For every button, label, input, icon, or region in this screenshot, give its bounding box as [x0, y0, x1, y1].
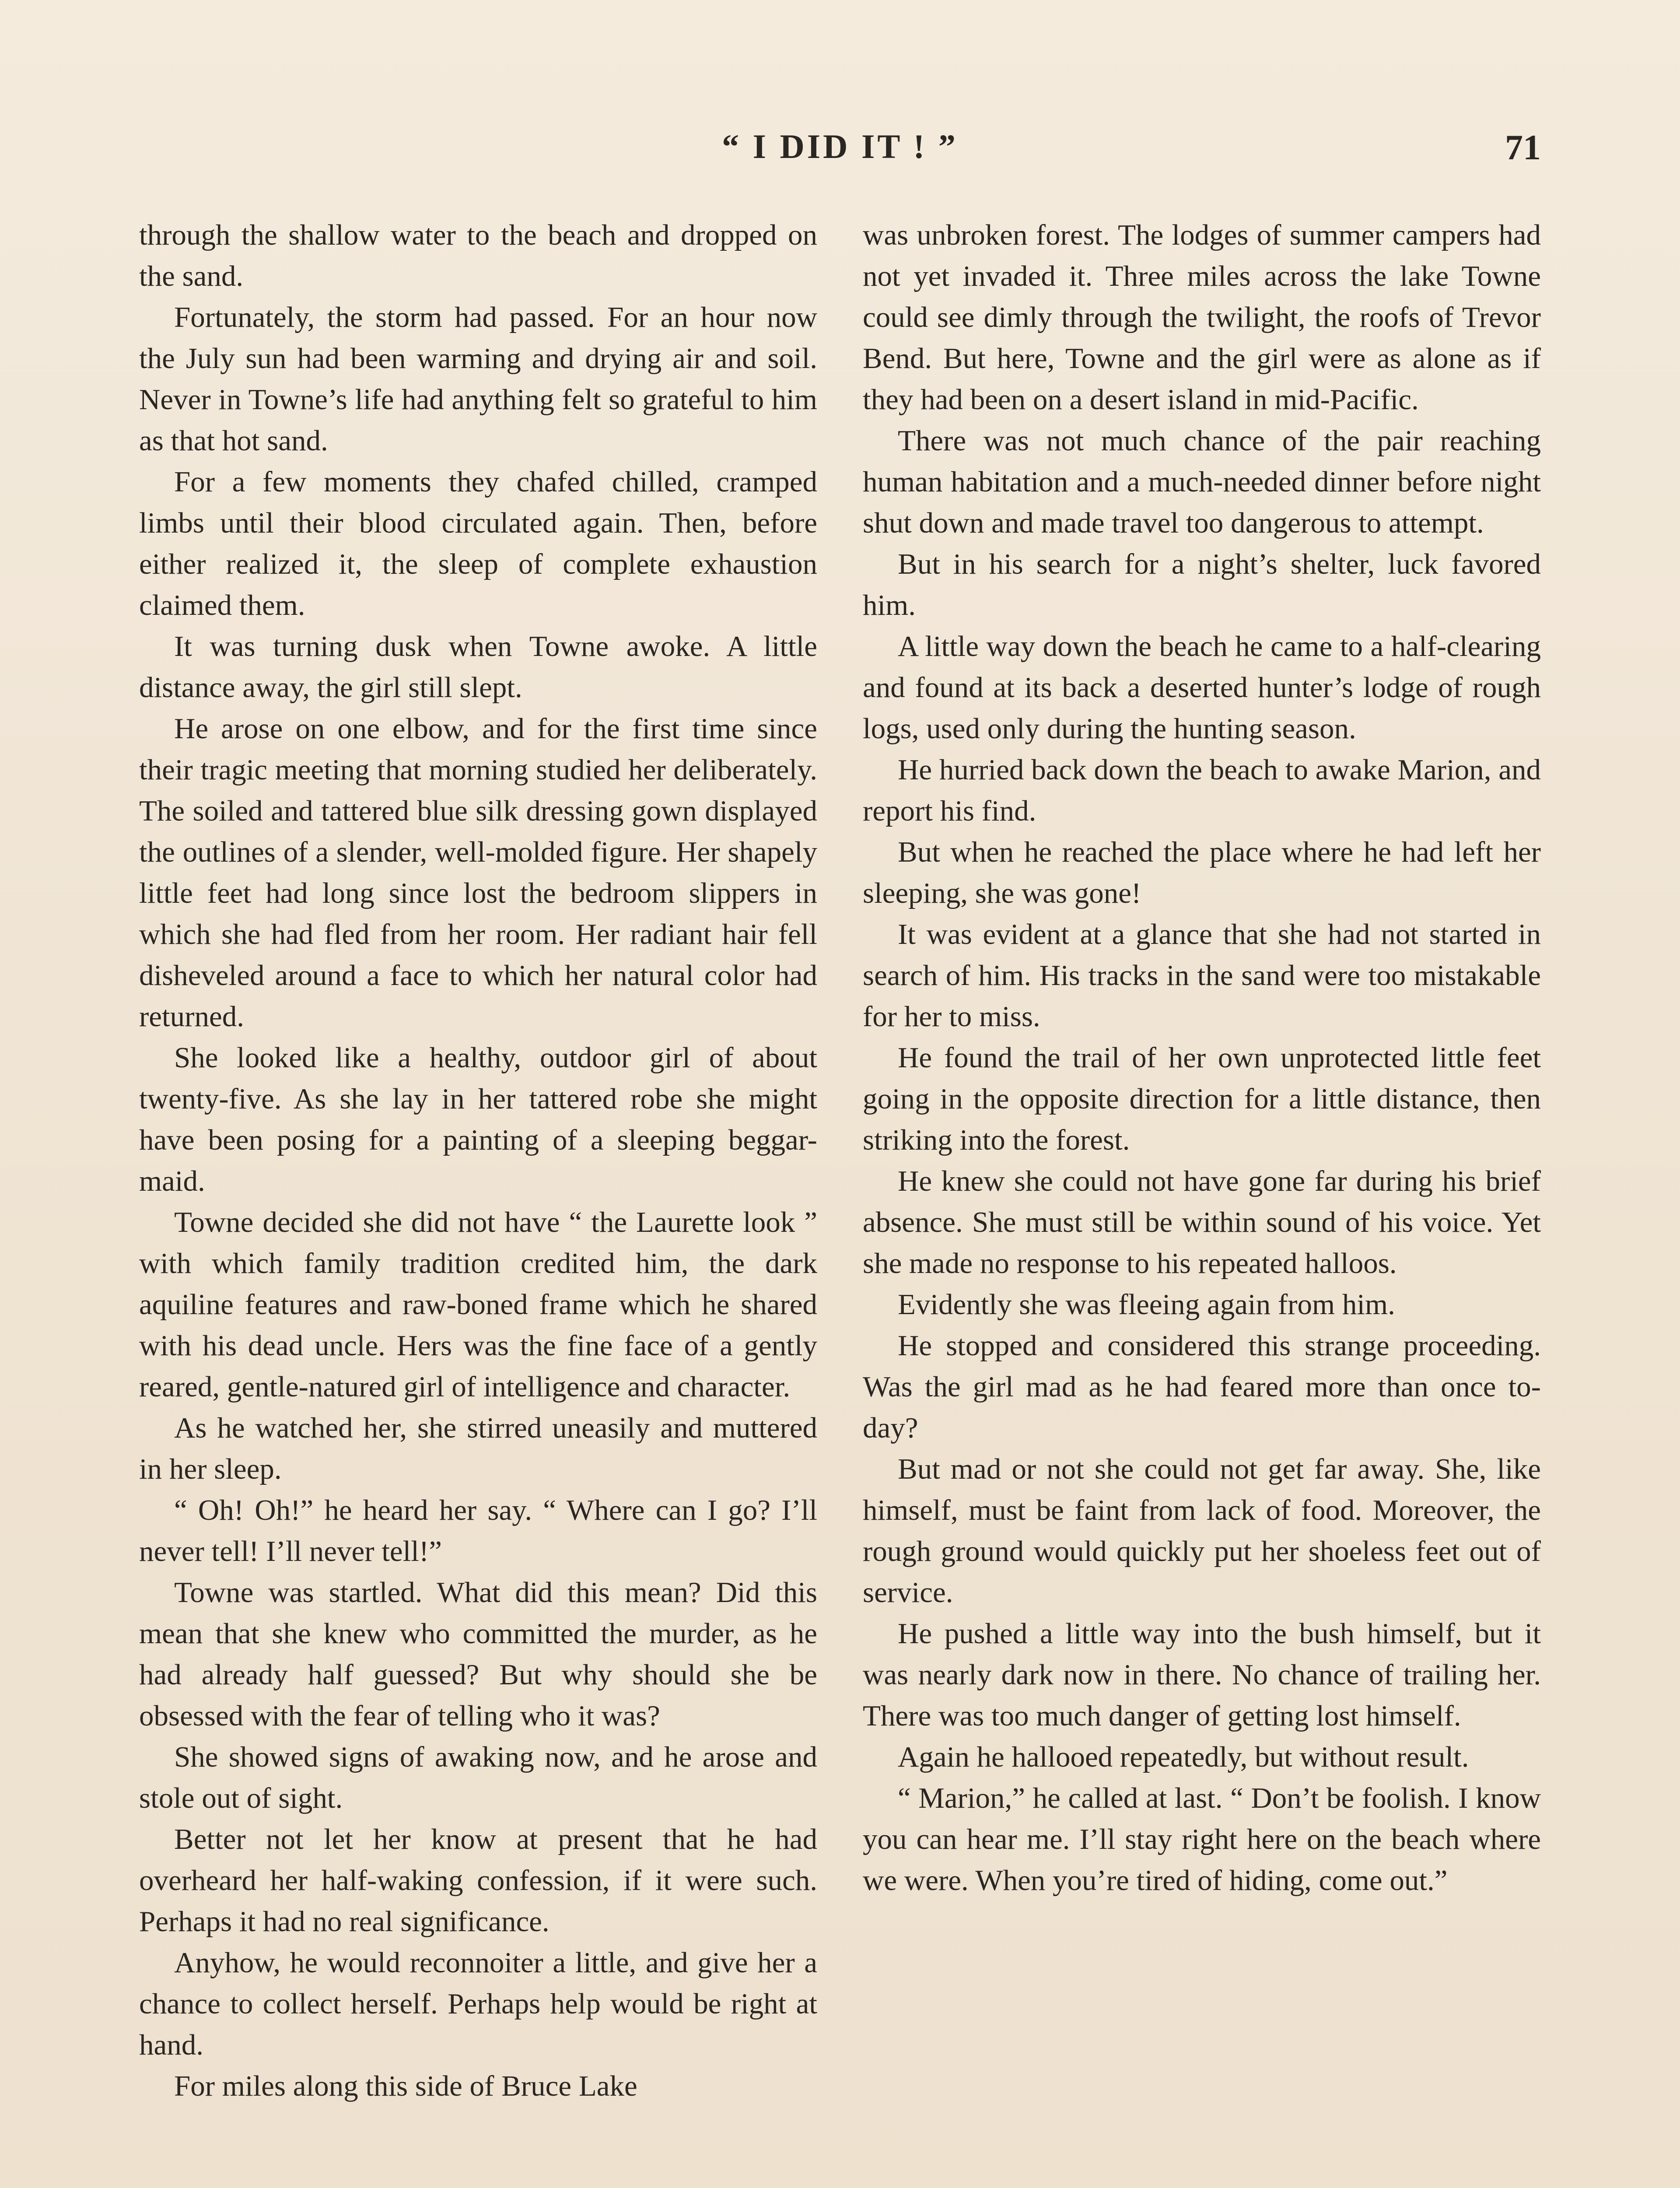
right-column [863, 214, 1541, 2188]
paragraph: Again he hallooed repeatedly, but without result. [898, 1741, 1469, 1773]
left-column [139, 214, 817, 2188]
paragraph: But mad or not she could not get far away. She, like himself, must be faint from lack of food. Moreover, the rough ground would quickly put her shoeless feet out of service. [863, 1453, 1541, 1609]
paragraph: But in his search for a night’s shelter, luck favored him. [863, 548, 1541, 621]
paragraph: Anyhow, he would reconnoiter a little, and give her a chance to collect herself. Perhaps help would be right at hand. [139, 1946, 817, 2061]
paragraph: “ Marion,” he called at last. “ Don’t be foolish. I know you can hear me. I’ll stay right here on the beach where we were. When you’re tired of hiding, come out.” [863, 1782, 1541, 1897]
paragraph: He stopped and considered this strange proceeding. Was the girl mad as he had feared more than once to-day? [863, 1329, 1541, 1444]
page-number: 71 [1505, 127, 1541, 167]
paragraph: Better not let her know at present that he had overheard her half-waking confession, if it were such. Perhaps it had no real significance. [139, 1823, 817, 1938]
paragraph: Towne was startled. What did this mean? Did this mean that she knew who committed the murder, as he had already half guessed? But why should she be obsessed with the fear of telling who it was? [139, 1576, 817, 1732]
paragraph: It was evident at a glance that she had not started in search of him. His tracks in the sand were too mistakable for her to miss. [863, 918, 1541, 1033]
paragraph: She showed signs of awaking now, and he arose and stole out of sight. [139, 1741, 817, 1814]
page-header [139, 127, 1541, 184]
paragraph: through the shallow water to the beach and dropped on the sand. [139, 219, 817, 292]
text-columns [139, 214, 1541, 2188]
paragraph: “ Oh! Oh!” he heard her say. “ Where can I go? I’ll never tell! I’ll never tell!” [139, 1494, 817, 1567]
paragraph: But when he reached the place where he had left her sleeping, she was gone! [863, 836, 1541, 909]
paragraph: Evidently she was fleeing again from him. [898, 1288, 1395, 1321]
paragraph: was unbroken forest. The lodges of summer campers had not yet invaded it. Three miles across the lake Towne could see dimly through the twilight, the roofs of Trevor Bend. But here, Towne and the girl were as alone as if they had been on a desert island in mid-Pacific. [863, 219, 1541, 416]
paragraph: For miles along this side of Bruce Lake [174, 2070, 637, 2102]
paragraph: He hurried back down the beach to awake Marion, and report his find. [863, 754, 1541, 827]
paragraph: There was not much chance of the pair reaching human habitation and a much-needed dinner before night shut down and made travel too dangerous to attempt. [863, 424, 1541, 539]
paragraph: He knew she could not have gone far during his brief absence. She must still be within sound of his voice. Yet she made no response to his repeated halloos. [863, 1165, 1541, 1280]
paragraph: Towne decided she did not have “ the Laurette look ” with which family tradition credited him, the dark aquiline features and raw-boned frame which he shared with his dead uncle. Hers was the fine face of a gently reared, gentle-natured girl of intelligence and character. [139, 1206, 817, 1403]
paragraph: A little way down the beach he came to a half-clearing and found at its back a deserted hunter’s lodge of rough logs, used only during the hunting season. [863, 630, 1541, 745]
paragraph: As he watched her, she stirred uneasily and muttered in her sleep. [139, 1412, 817, 1485]
paragraph: He pushed a little way into the bush himself, but it was nearly dark now in there. No chance of trailing her. There was too much danger of getting lost himself. [863, 1617, 1541, 1732]
paragraph: Fortunately, the storm had passed. For an hour now the July sun had been warming and drying air and soil. Never in Towne’s life had anything felt so grateful to him as that hot sand. [139, 301, 817, 457]
paragraph: It was turning dusk when Towne awoke. A little distance away, the girl still slept. [139, 630, 817, 704]
paragraph: He found the trail of her own unprotected little feet going in the opposite direction for a little distance, then striking into the forest. [863, 1041, 1541, 1156]
running-title: “ I DID IT ! ” [722, 127, 958, 165]
paragraph: She looked like a healthy, outdoor girl of about twenty-five. As she lay in her tattered robe she might have been posing for a painting of a sleeping beggar-maid. [139, 1041, 817, 1197]
paragraph: He arose on one elbow, and for the first time since their tragic meeting that morning studied her deliberately. The soiled and tattered blue silk dressing gown displayed the outlines of a slender, well-molded figure. Her shapely little feet had long since lost the bedroom slippers in which she had fled from her room. Her radiant hair fell disheveled around a face to which her natural color had returned. [139, 712, 817, 1033]
paragraph: For a few moments they chafed chilled, cramped limbs until their blood circulated again. Then, before either realized it, the sleep of complete exhaustion claimed them. [139, 466, 817, 621]
